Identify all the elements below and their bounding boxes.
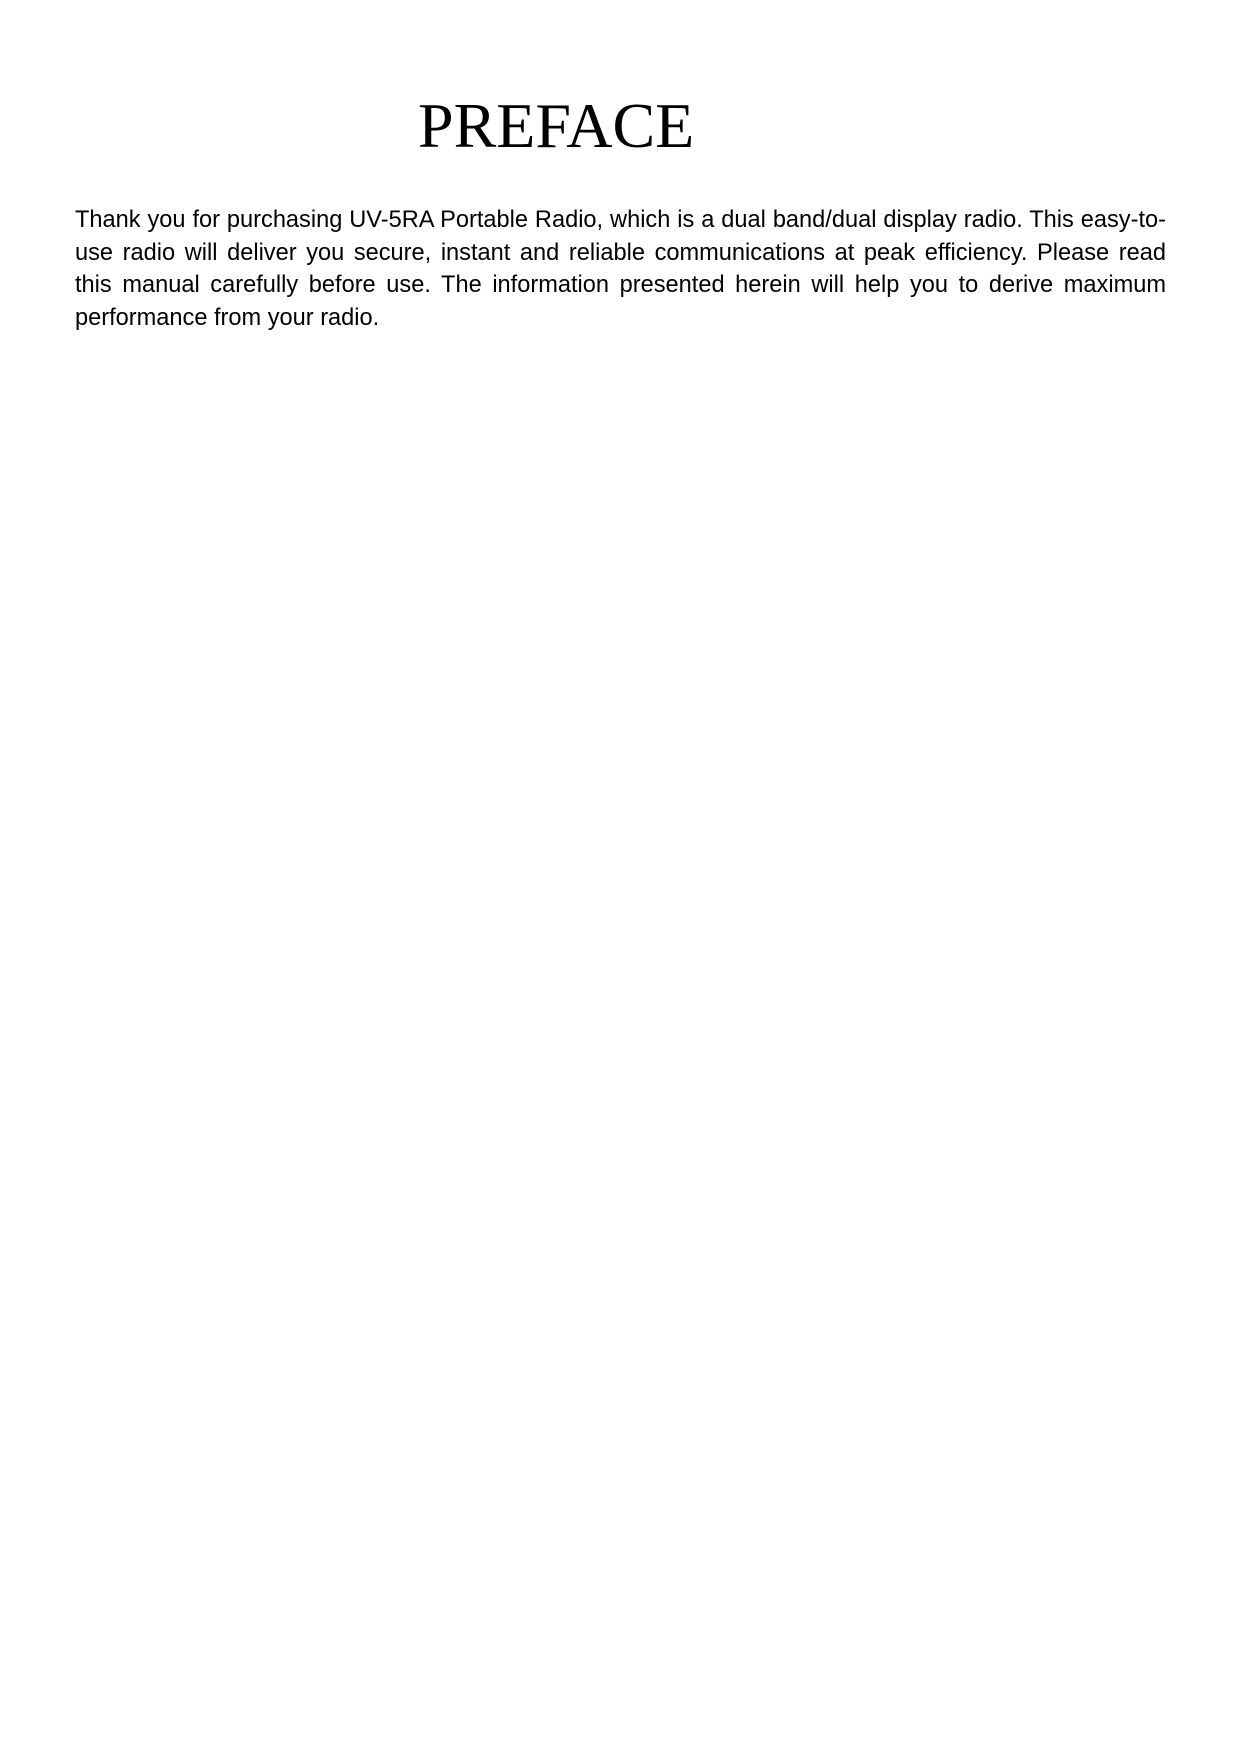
page-title: PREFACE — [418, 90, 695, 161]
preface-paragraph: Thank you for purchasing UV-5RA Portable Radio, which is a dual band/dual display radio. This easy-to-use radio will deliver you secure, instant and reliable communications at peak efficiency. Please read this manual carefully before use. The information presented herein will help you to derive maximum performance from your radio. — [75, 207, 1166, 331]
